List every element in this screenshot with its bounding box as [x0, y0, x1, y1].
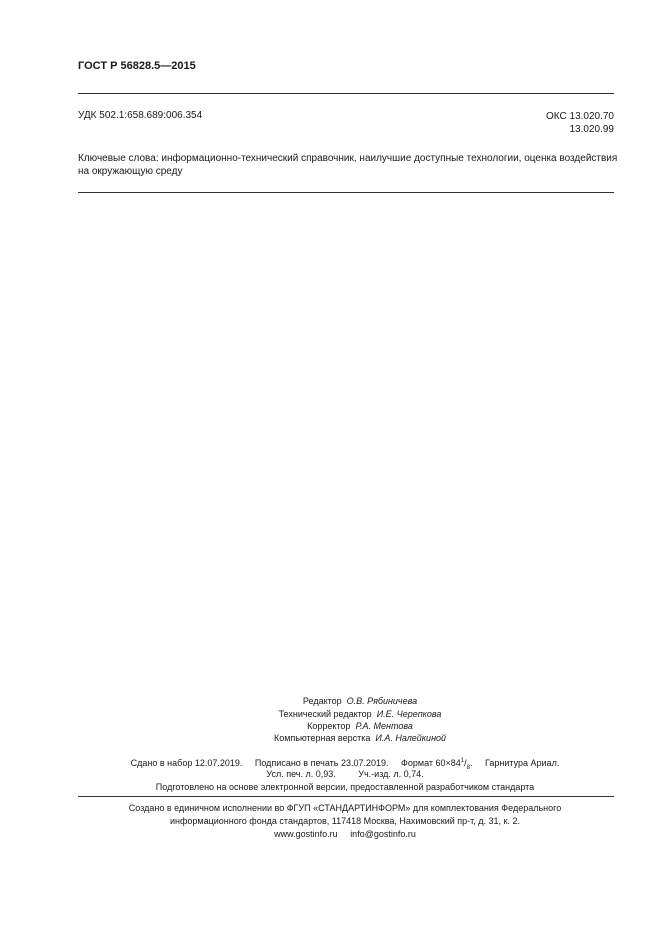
footer-line-1: Создано в единичном исполнении во ФГУП «СТАНДАРТИНФОРМ» для комплектования Федерального — [128, 803, 562, 813]
credit-tech-editor — [150, 709, 570, 719]
credit-role: Корректор — [307, 721, 351, 731]
footer-contacts — [95, 828, 595, 841]
oks-codes — [546, 110, 614, 136]
typeface: Гарнитура Ариал. — [485, 758, 560, 768]
keywords-divider — [78, 192, 614, 193]
credit-name: О.В. Рябиничева — [346, 696, 418, 706]
print-sheets: Усл. печ. л. 0,93. — [266, 769, 336, 779]
oks-code-2: 13.020.99 — [569, 124, 614, 135]
credit-name: И.А. Налейкиной — [375, 733, 447, 743]
credit-role: Технический редактор — [278, 709, 372, 719]
typeset-date: Сдано в набор 12.07.2019. — [130, 758, 243, 768]
document-id: ГОСТ Р 56828.5—2015 — [78, 60, 196, 72]
publication-line-2 — [95, 768, 595, 781]
edit-sheets: Уч.-изд. л. 0,74. — [358, 769, 424, 779]
credit-editor — [150, 696, 570, 706]
footer-divider — [78, 796, 614, 797]
prepared-note: Подготовлено на основе электронной версии, предоставленной разработчиком стандарта — [155, 782, 535, 792]
keywords: Ключевые слова: информационно-технический справочник, наилучшие доступные технологии, оценка воздействия на окружающую среду — [78, 153, 618, 177]
credit-name: И.Е. Черепкова — [376, 709, 442, 719]
udk-code: УДК 502.1:658.689:006.354 — [78, 110, 203, 121]
credit-name: Р.А. Ментова — [355, 721, 413, 731]
header-divider — [78, 93, 614, 94]
signed-date: Подписано в печать 23.07.2019. — [254, 758, 389, 768]
footer-line-2: информационного фонда стандартов, 117418 Москва, Нахимовский пр-т, д. 31, к. 2. — [169, 816, 521, 826]
credit-layout — [150, 733, 570, 743]
email-link[interactable]: info@gostinfo.ru — [350, 829, 416, 839]
credit-role: Редактор — [302, 696, 342, 706]
credit-proofreader — [150, 721, 570, 731]
paper-format: Формат $60\times 84^1/_8$. — [401, 758, 473, 771]
oks-code-1: ОКС 13.020.70 — [546, 111, 614, 122]
website-link[interactable]: www.gostinfo.ru — [274, 829, 338, 839]
credit-role: Компьютерная верстка — [273, 733, 371, 743]
